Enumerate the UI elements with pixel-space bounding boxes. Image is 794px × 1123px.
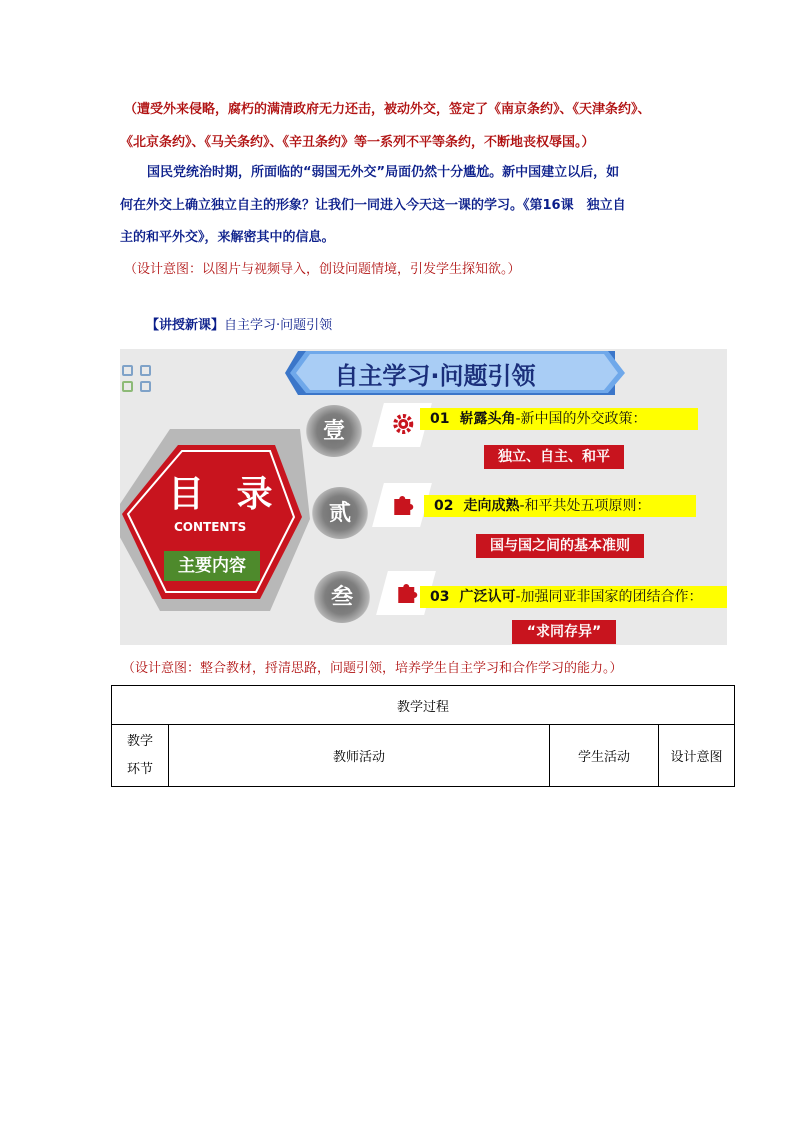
ink-circle-2 bbox=[312, 487, 368, 539]
intro-line-2: 《北京条约》、《马关条约》、《辛丑条约》等一系列不平等条约，不断地丧权辱国。） bbox=[120, 135, 595, 150]
lead-line-3: 主的和平外交》，来解密其中的信息。 bbox=[120, 230, 335, 245]
section-heading bbox=[146, 314, 332, 333]
deco-square bbox=[122, 365, 133, 376]
section-bracket: 【讲授新课】 bbox=[146, 318, 225, 333]
item-1-mark: 壹 bbox=[322, 418, 345, 444]
item-1-desc: -新中国的外交政策： bbox=[515, 411, 647, 427]
header-stage bbox=[112, 725, 169, 787]
section-title: 自主学习·问题引领 bbox=[224, 318, 333, 333]
puzzle-icon bbox=[394, 579, 420, 605]
slide-banner-title: 自主学习·问题引领 bbox=[334, 362, 536, 390]
intro-line-1: （遭受外来侵略，腐朽的满清政府无力还击，被动外交，签定了《南京条约》、《天津条约》、 bbox=[124, 102, 651, 117]
contents-en-label: CONTENTS bbox=[174, 520, 247, 534]
item-3-mark: 叁 bbox=[330, 584, 353, 610]
design-intent-2: （设计意图：整合教材，捋清思路，问题引领，培养学生自主学习和合作学习的能力。） bbox=[122, 661, 623, 676]
main-content-label: 主要内容 bbox=[164, 551, 260, 581]
item-1-answer: 独立、自主、和平 bbox=[484, 445, 624, 469]
item-2-key: 走向成熟 bbox=[463, 498, 520, 514]
header-stage-line-2: 环节 bbox=[126, 761, 153, 777]
item-3-bar bbox=[420, 586, 727, 608]
deco-square bbox=[140, 381, 151, 392]
header-intent: 设计意图 bbox=[659, 725, 735, 787]
item-2-mark: 贰 bbox=[328, 500, 351, 526]
lead-line-2: 何在外交上确立独立自主的形象？让我们一同进入今天这一课的学习。《第16课 独立自 bbox=[120, 198, 626, 213]
item-3-desc: -加强同亚非国家的团结合作： bbox=[515, 589, 703, 605]
header-teacher: 教师活动 bbox=[169, 725, 550, 787]
contents-title: 目 录 bbox=[168, 474, 283, 515]
header-student: 学生活动 bbox=[550, 725, 659, 787]
teaching-process-table bbox=[111, 685, 735, 787]
table-row bbox=[112, 725, 735, 787]
header-stage-line-1: 教学 bbox=[126, 733, 153, 749]
item-2-desc: -和平共处五项原则： bbox=[519, 498, 651, 514]
item-3-answer: “求同存异” bbox=[512, 620, 616, 644]
item-2-answer: 国与国之间的基本准则 bbox=[476, 534, 644, 558]
deco-square bbox=[122, 381, 133, 392]
item-1-key: 崭露头角 bbox=[459, 411, 516, 427]
item-2-number: 02 bbox=[434, 498, 454, 514]
puzzle-icon bbox=[390, 491, 416, 517]
ink-circle-3 bbox=[314, 571, 370, 623]
ink-circle-1 bbox=[306, 405, 362, 457]
lead-line-1: 国民党统治时期，所面临的“弱国无外交”局面仍然十分尴尬。新中国建立以后，如 bbox=[147, 165, 620, 180]
item-1-number: 01 bbox=[430, 411, 450, 427]
gear-icon bbox=[390, 411, 416, 437]
contents-slide bbox=[120, 349, 727, 645]
item-2-bar bbox=[424, 495, 696, 517]
deco-square bbox=[140, 365, 151, 376]
item-3-key: 广泛认可 bbox=[459, 589, 516, 605]
table-row bbox=[112, 686, 735, 725]
table-title: 教学过程 bbox=[112, 686, 735, 725]
design-intent-1: （设计意图：以图片与视频导入，创设问题情境，引发学生探知欲。） bbox=[124, 262, 521, 277]
item-1-bar bbox=[420, 408, 698, 430]
item-3-number: 03 bbox=[430, 589, 450, 605]
